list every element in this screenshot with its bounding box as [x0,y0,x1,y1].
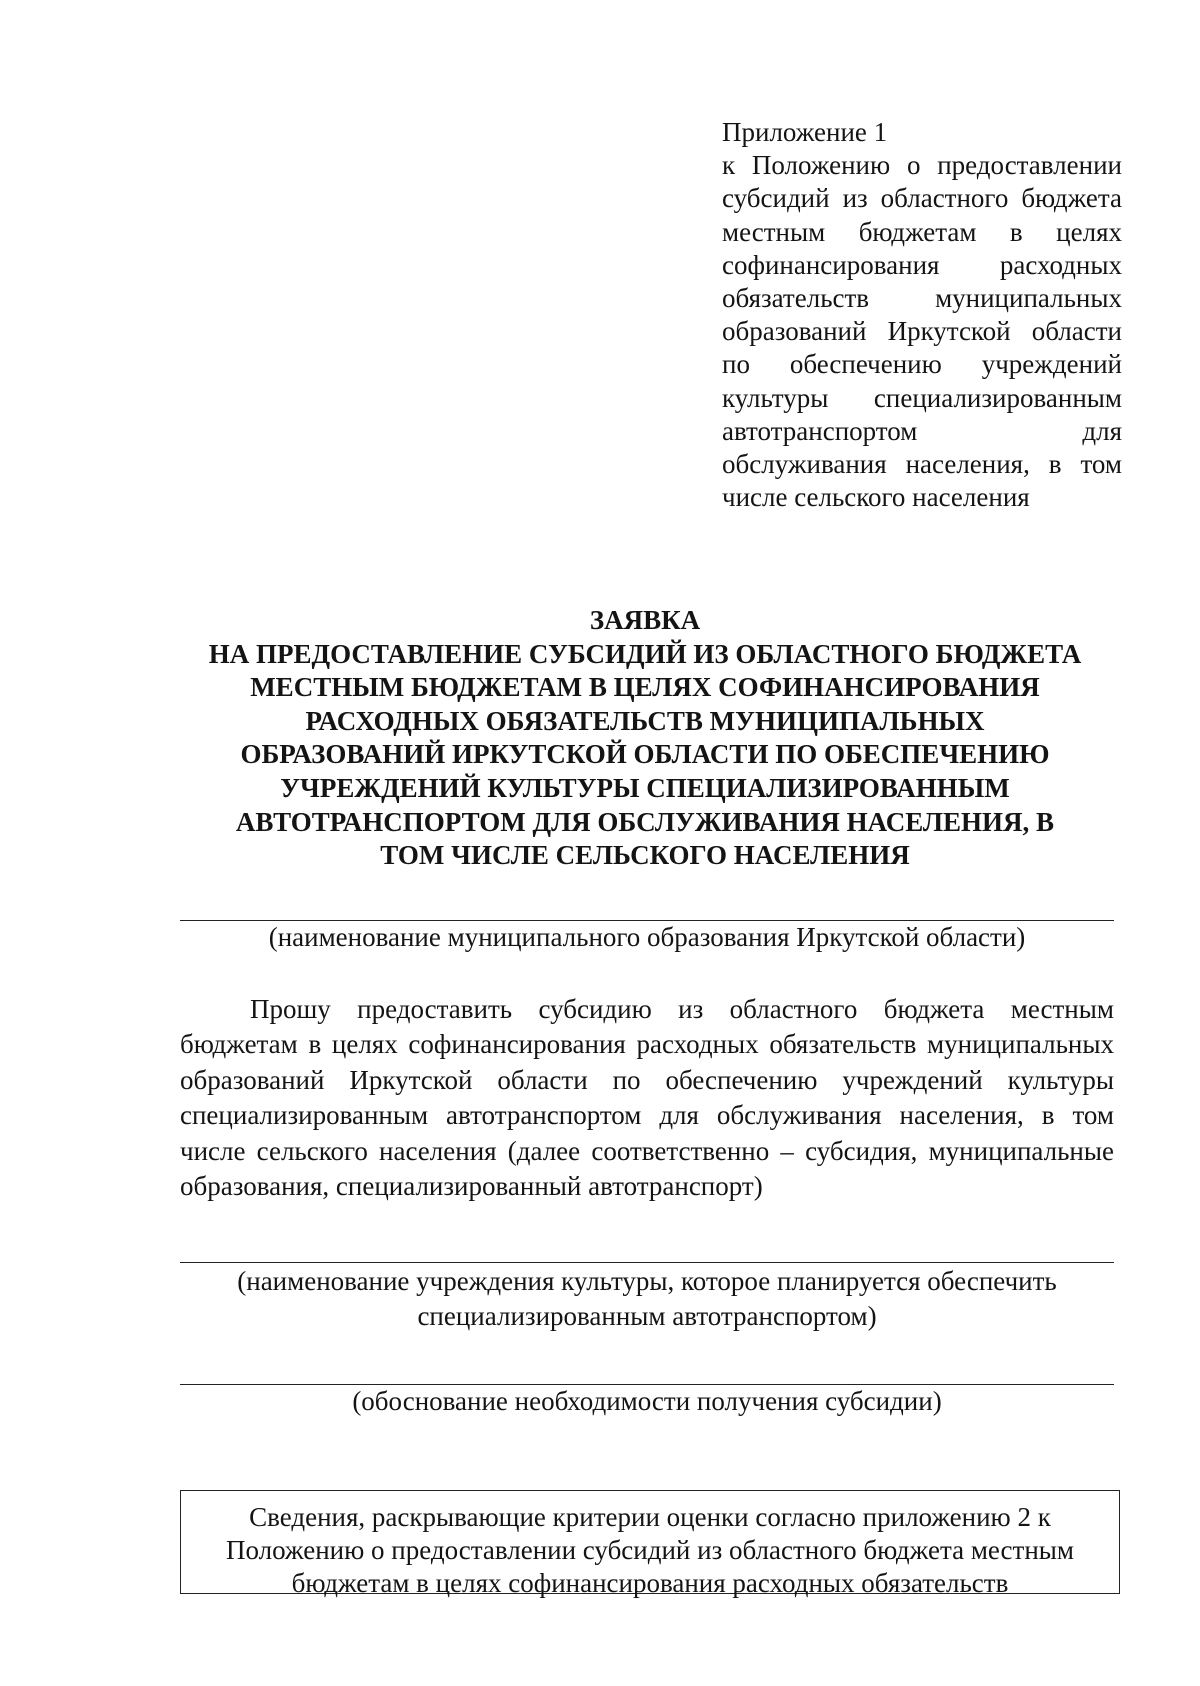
heading-line: УЧРЕЖДЕНИЙ КУЛЬТУРЫ СПЕЦИАЛИЗИРОВАННЫМ [280,772,1010,803]
municipality-caption: (наименование муниципального образования Иркутской области) [268,922,1026,952]
criteria-line: Положению о предоставлении субсидий из областного бюджета местным [225,1535,1075,1566]
heading-line: МЕСТНЫМ БЮДЖЕТАМ В ЦЕЛЯХ СОФИНАНСИРОВАНИЯ [250,672,1040,703]
heading-line: АВТОТРАНСПОРТОМ ДЛЯ ОБСЛУЖИВАНИЯ НАСЕЛЕНИЯ, В [235,806,1055,837]
annex-reference-text: к Положению о предоставлении субсидий из областного бюджета местным бюджетам в целях софинансирования расходных обязательств муниципальных образований Иркутской области по обеспечению учреждений культуры специализированным автотранспортом для обслуживания населения, в том числе сельского населения [722,150,1122,513]
heading-line: ТОМ ЧИСЛЕ СЕЛЬСКОГО НАСЕЛЕНИЯ [380,840,910,871]
criteria-line: Сведения, раскрывающие критерии оценки согласно приложению 2 к [249,1502,1051,1532]
institution-caption [180,1264,1114,1334]
heading-line: РАСХОДНЫХ ОБЯЗАТЕЛЬСТВ МУНИЦИПАЛЬНЫХ [305,705,985,736]
heading-line: ЗАЯВКА [589,605,701,635]
heading-line: НА ПРЕДОСТАВЛЕНИЕ СУБСИДИЙ ИЗ ОБЛАСТНОГО БЮДЖЕТА [208,638,1082,669]
request-paragraph: Прошу предоставить субсидию из областного бюджета местным бюджетам в целях софинансирования расходных обязательств муниципальных образований Иркутской области по обеспечению учреждений культуры специализированным автотранспортом для обслуживания населения, в том числе сельского населения (далее соответственно – субсидия, муниципальные образования, специализированный автотранспорт) [180,994,1114,1202]
criteria-line: бюджетам в целях софинансирования расходных обязательств [291,1568,1009,1599]
institution-fill-line[interactable] [180,1262,1114,1263]
justification-caption: (обоснование необходимости получения субсидии) [352,1386,942,1416]
criteria-box [180,1490,1120,1599]
annex-block [722,116,1122,514]
institution-caption-line: (наименование учреждения культуры, которое планируется обеспечить [237,1266,1057,1296]
document-heading [150,604,1140,873]
institution-caption-line: специализированным автотранспортом) [417,1301,877,1331]
heading-line: ОБРАЗОВАНИЙ ИРКУТСКОЙ ОБЛАСТИ ПО ОБЕСПЕЧЕНИЮ [240,739,1050,770]
annex-title: Приложение 1 [722,117,888,147]
